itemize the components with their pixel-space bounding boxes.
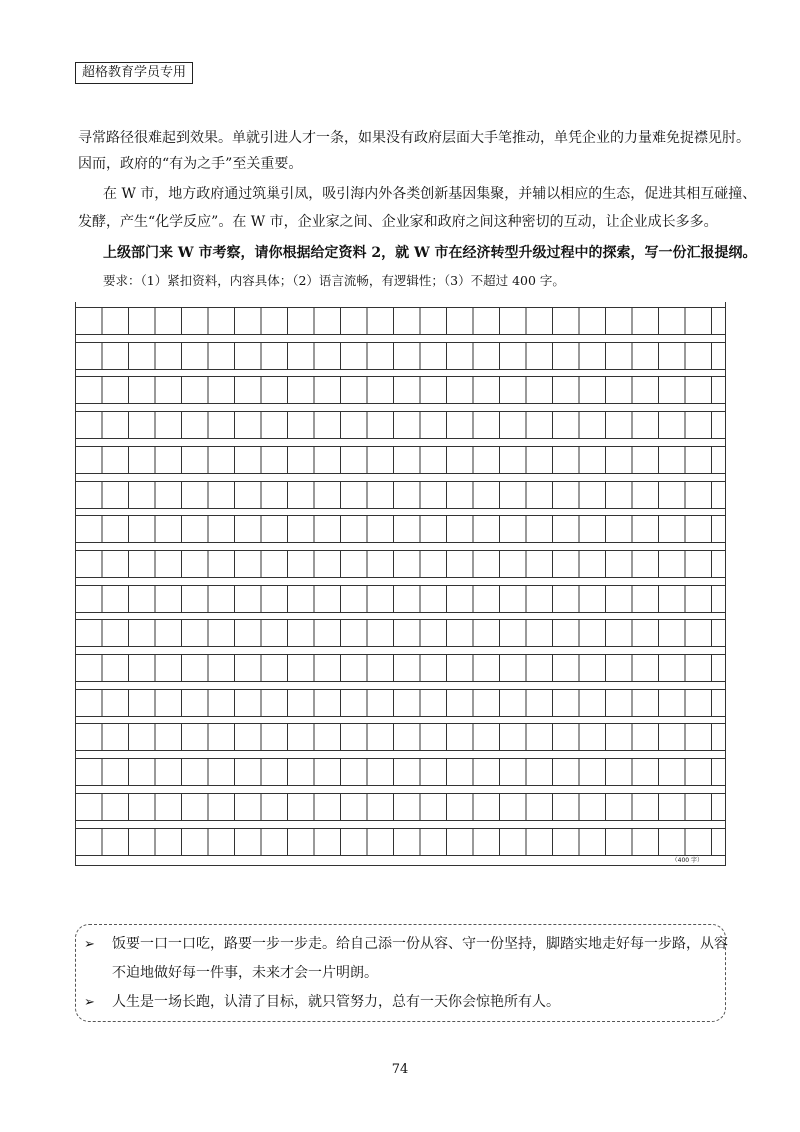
grid-row[interactable] xyxy=(76,758,725,786)
grid-row[interactable] xyxy=(76,481,725,509)
tip-2-line-1: 人生是一场长跑，认清了目标，就只管努力，总有一天你会惊艳所有人。 xyxy=(112,994,560,1010)
paragraph-line-1: 寻常路径很难起到效果。单就引进人才一条，如果没有政府层面大手笔推动，单凭企业的力量难免捉襟见肘。 xyxy=(78,130,750,146)
question-text: 上级部门来 W 市考察，请你根据给定资料 2，就 W 市在经济转型升级过程中的探索，写一份汇报提纲。 xyxy=(103,245,757,261)
answer-grid[interactable] xyxy=(75,302,726,866)
grid-row[interactable] xyxy=(76,654,725,682)
grid-row[interactable] xyxy=(76,446,725,474)
tip-1-line-1: 饭要一口一口吃，路要一步一步走。给自己添一份从容、守一份坚持，脚踏实地走好每一步路，从容 xyxy=(112,936,728,952)
grid-row[interactable] xyxy=(76,723,725,751)
grid-row[interactable] xyxy=(76,515,725,543)
grid-row[interactable] xyxy=(76,376,725,404)
paragraph-line-2: 因而，政府的“有为之手”至关重要。 xyxy=(78,156,303,172)
requirements-text: 要求：（1）紧扣资料，内容具体；（2）语言流畅，有逻辑性；（3）不超过 400 字。 xyxy=(103,273,565,288)
header-label: 超格教育学员专用 xyxy=(75,62,193,84)
tip-item-2 xyxy=(84,988,714,1017)
paragraph-line-3: 在 W 市，地方政府通过筑巢引凤，吸引海内外各类创新基因集聚，并辅以相应的生态，促进其相互碰撞、 xyxy=(103,186,757,202)
grid-row[interactable] xyxy=(76,307,725,335)
grid-row[interactable] xyxy=(76,585,725,613)
grid-row[interactable] xyxy=(76,550,725,578)
arrow-bullet-icon: ➢ xyxy=(84,937,95,952)
grid-row[interactable] xyxy=(76,793,725,821)
grid-row[interactable] xyxy=(76,828,725,856)
tips-box xyxy=(75,924,726,1022)
page-number: 74 xyxy=(391,1062,409,1077)
grid-row[interactable] xyxy=(76,411,725,439)
grid-row[interactable] xyxy=(76,689,725,717)
tip-item-1 xyxy=(84,930,728,959)
grid-count-label: （400 字） xyxy=(671,857,703,864)
tip-item-1-continued xyxy=(112,959,742,987)
tip-1-line-2: 不迫地做好每一件事，未来才会一片明朗。 xyxy=(112,965,378,981)
arrow-bullet-icon: ➢ xyxy=(84,995,95,1010)
grid-row[interactable] xyxy=(76,619,725,647)
grid-row[interactable] xyxy=(76,342,725,370)
paragraph-line-4: 发酵，产生“化学反应”。在 W 市，企业家之间、企业家和政府之间这种密切的互动，让企业成长多多。 xyxy=(78,214,718,230)
